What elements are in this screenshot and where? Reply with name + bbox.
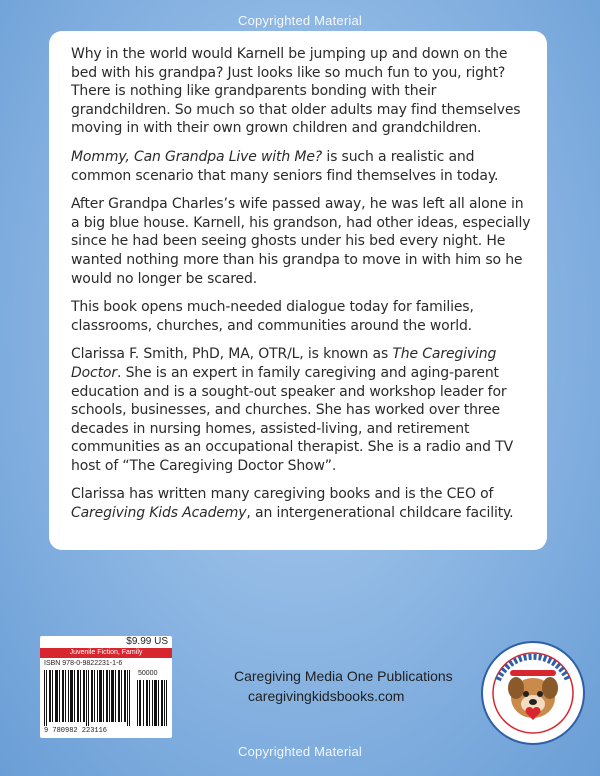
copyright-watermark-top: Copyrighted Material bbox=[238, 13, 362, 28]
paragraph-2-text: is such a realistic and common scenario that many seniors find themselves in today. bbox=[71, 148, 499, 184]
paragraph-1: Why in the world would Karnell be jumping up and down on the bed with his grandpa? Just looks like so much fun to you, right? There is nothing like grandparents bonding with their grandchildren. So much so that older adults may find themselves moving in with their own grown children and grandchildren. bbox=[71, 46, 521, 137]
paragraph-5-text-a: Clarissa F. Smith, PhD, MA, OTR/L, is known as bbox=[71, 346, 393, 363]
genre-band: Juvenile Fiction, Family bbox=[40, 648, 172, 658]
copyright-watermark-bottom: Copyrighted Material bbox=[238, 744, 362, 759]
academy-name: Caregiving Kids Academy bbox=[71, 505, 247, 522]
isbn-barcode bbox=[44, 670, 130, 726]
publisher-name: Caregiving Media One Publications bbox=[234, 668, 453, 684]
barcode-block bbox=[40, 636, 172, 738]
paragraph-5 bbox=[71, 345, 531, 475]
paragraph-6-text-b: , an intergenerational childcare facility. bbox=[246, 505, 514, 522]
price-label: $9.99 US bbox=[126, 636, 168, 647]
paragraph-6 bbox=[71, 485, 531, 522]
barcode-digits: 9 780982 223116 bbox=[44, 727, 108, 735]
book-title: Mommy, Can Grandpa Live with Me? bbox=[71, 148, 323, 165]
addon-code: 50000 bbox=[138, 670, 158, 677]
isbn-label: ISBN 978-0-9822231-1-6 bbox=[44, 660, 123, 667]
paragraph-5-text-b: . She is an expert in family caregiving and aging-parent education and is a sought-out speaker and workshop leader for schools, businesses, and churches. She has worked over three decades in nursing homes, assisted-living, and retirement communities as an occupational therapist. She is a radio and TV host of “The Caregiving Doctor Show”. bbox=[71, 364, 514, 474]
publisher-logo bbox=[480, 640, 586, 746]
description-panel bbox=[49, 31, 547, 550]
paragraph-4: This book opens much-needed dialogue today for families, classrooms, churches, and communities around the world. bbox=[71, 299, 474, 334]
paragraph-3: After Grandpa Charles’s wife passed away, he was left all alone in a big blue house. Karnell, his grandson, had other ideas, especially since he had been seeing ghosts under his bed every night. He wanted nothing more than his grandpa to move in with him so he would no longer be scared. bbox=[71, 196, 531, 287]
addon-barcode bbox=[136, 670, 168, 726]
publisher-website: caregivingkidsbooks.com bbox=[248, 688, 405, 704]
paragraph-6-text-a: Clarissa has written many caregiving books and is the CEO of bbox=[71, 486, 494, 503]
paragraph-2 bbox=[71, 148, 531, 185]
author-nickname: The Caregiving Doctor bbox=[71, 346, 497, 381]
